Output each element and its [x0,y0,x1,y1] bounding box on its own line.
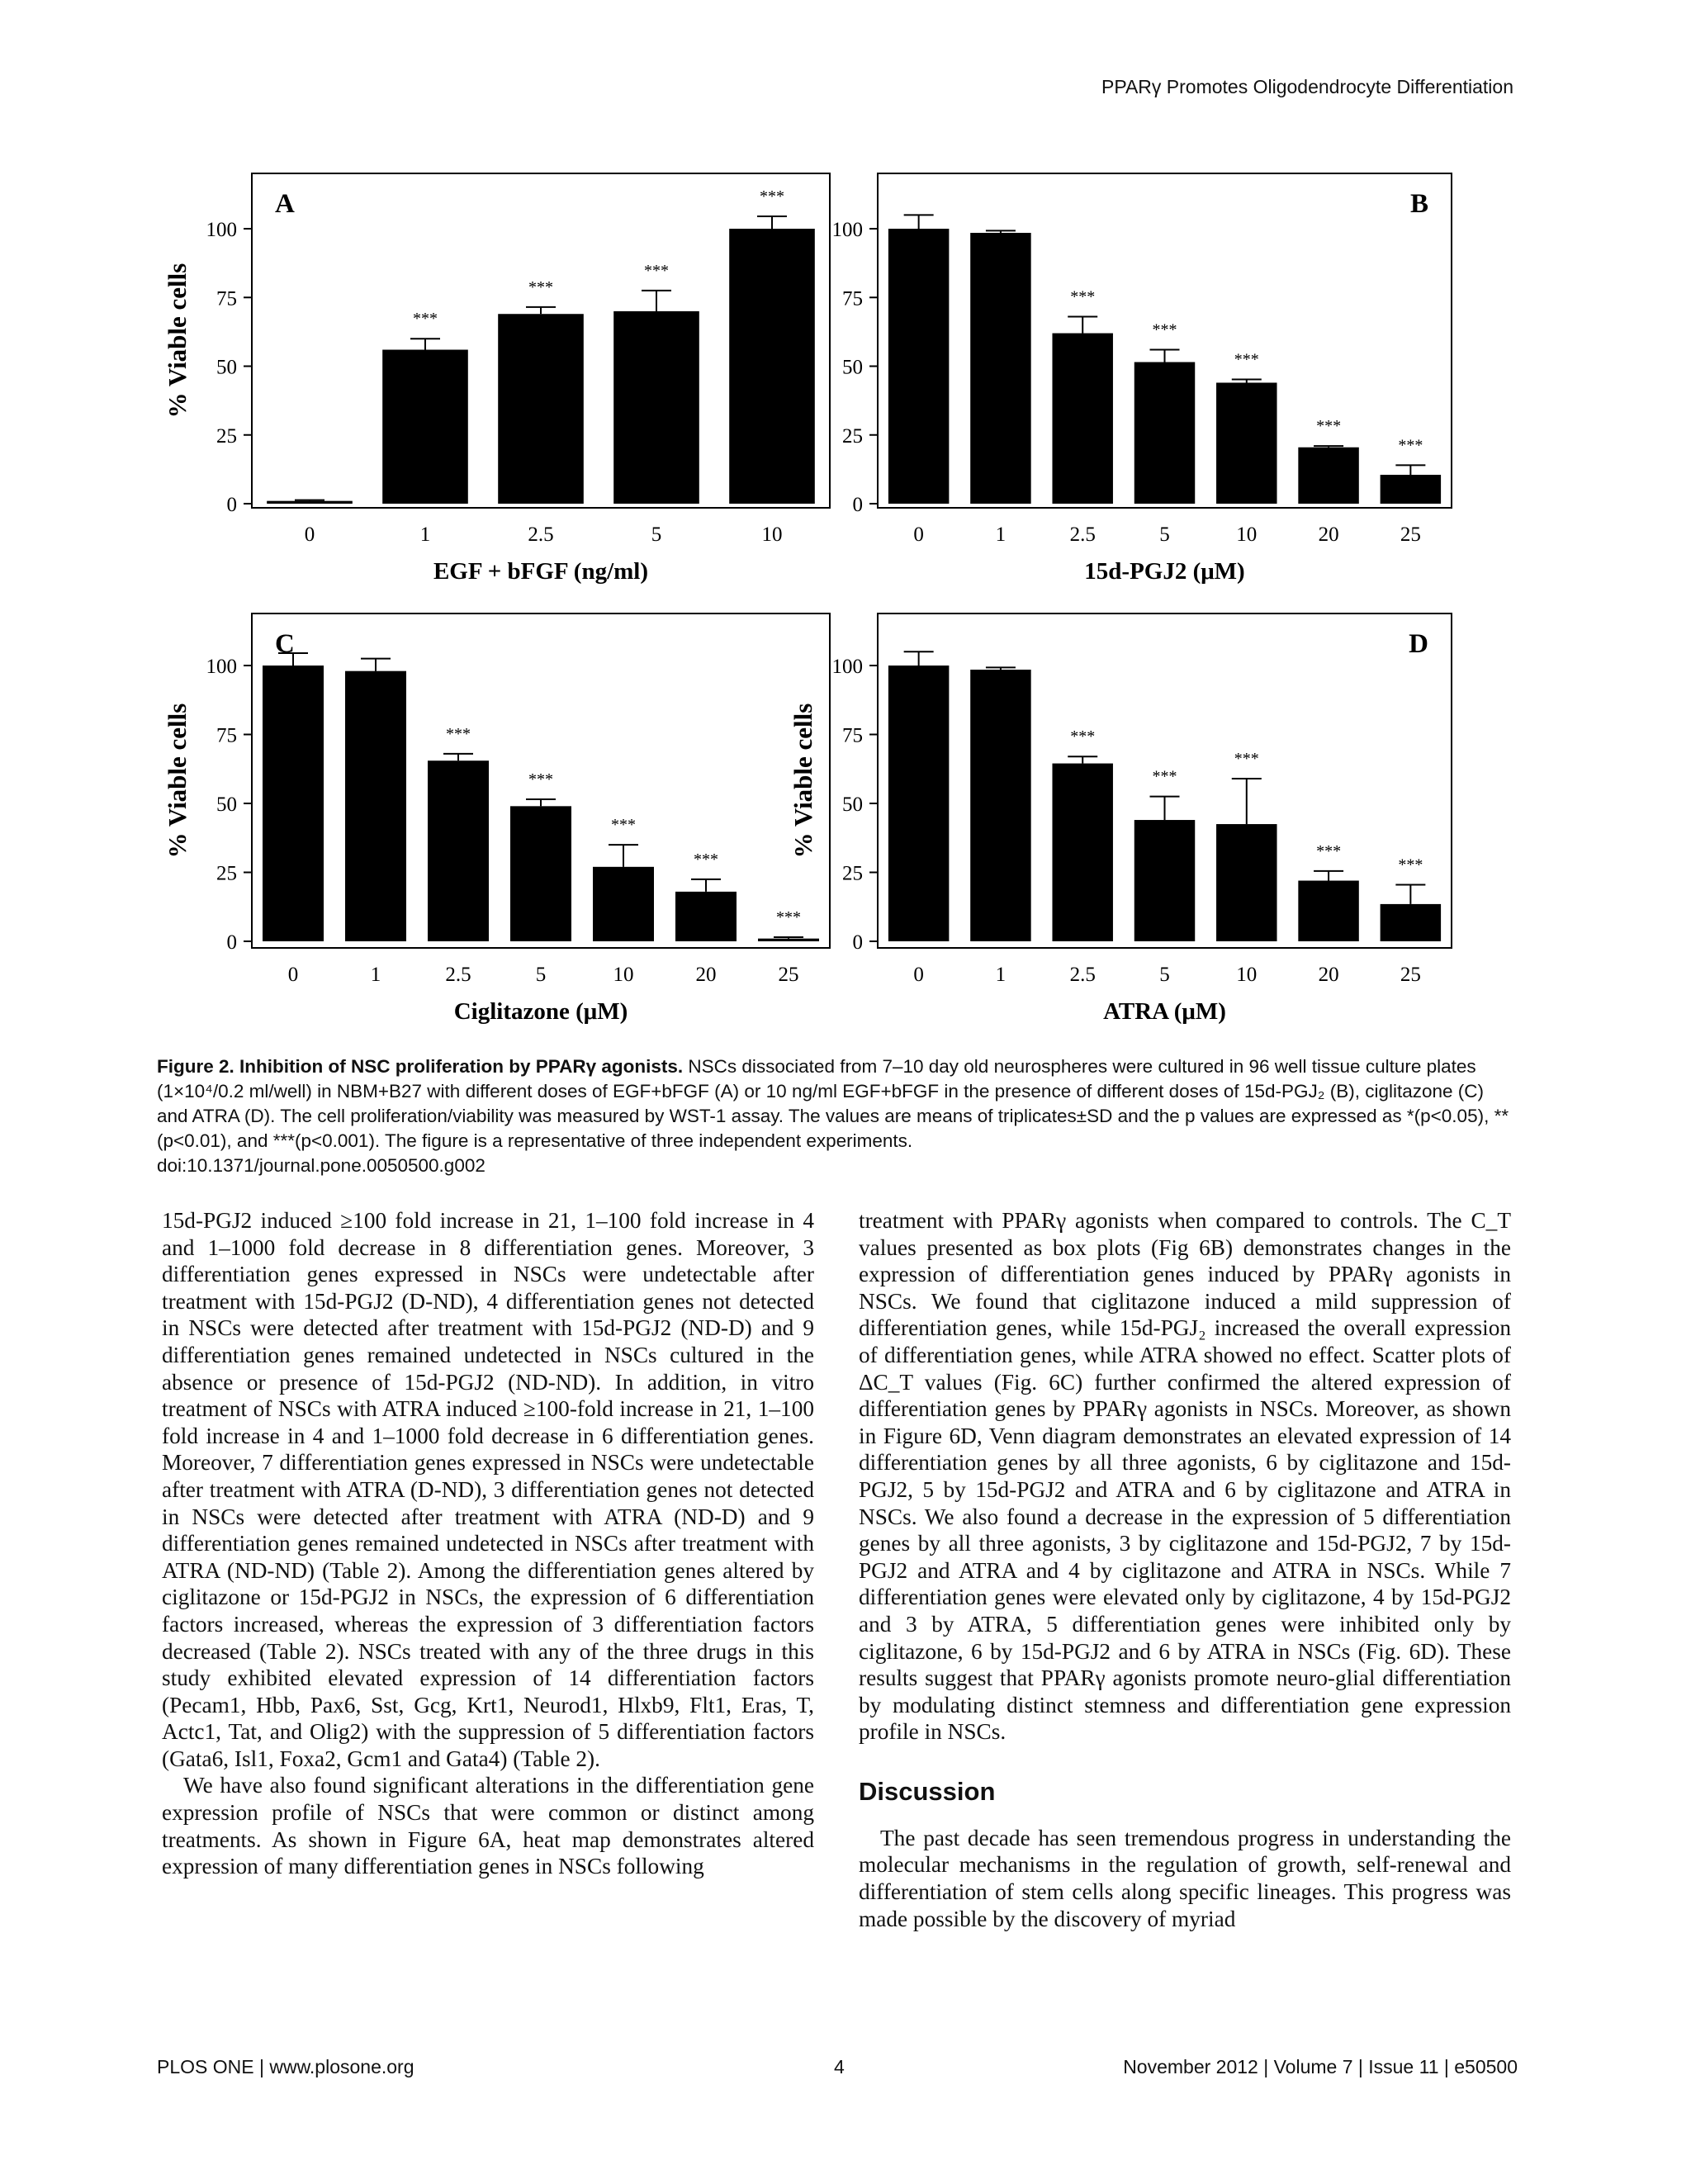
panel-a-bar [613,311,699,504]
panel-b-xtick-label: 0 [913,523,924,546]
panel-a-ytick-label: 75 [216,287,237,310]
left-paragraph-1: 15d-PGJ2 induced ≥100 fold increase in 21, 1–100 fold increase in 4 and 1–1000 fold decrease in 8 differentiation genes. Moreover, 3 differentiation genes expressed in NSCs were undetectable after treatment with 15d-PGJ2 (D-ND), 4 differentiation genes not detected in NSCs were detected after treatment with 15d-PGJ2 (ND-D) and 9 differentiation genes remained undetected in NSCs cultured in the absence or presence of 15d-PGJ2 (ND-ND). In addition, in vitro treatment of NSCs with ATRA induced ≥100-fold increase in 21, 1–100 fold increase in 4 and 1–1000 fold decrease in 6 differentiation genes. Moreover, 7 differentiation genes expressed in NSCs were undetectable after treatment with ATRA (D-ND), 3 differentiation genes not detected in NSCs were detected after treatment with ATRA (ND-D) and 9 differentiation genes remained undetected in NSCs after treatment with ATRA (ND-ND) (Table 2). Among the differentiation genes altered by ciglitazone or 15d-PGJ2 in NSCs, the expression of 6 differentiation factors increased, whereas the expression of 3 differentiation factors decreased (Table 2). NSCs treated with any of the three drugs in this study exhibited elevated expression of 14 differentiation factors (Pecam1, Hbb, Pax6, Sst, Gcg, Krt1, Neurod1, Hlxb9, Flt1, Eras, T, Actc1, Tat, and Olig2) with the suppression of 5 differentiation factors (Gata6, Isl1, Foxa2, Gcm1 and Gata4) (Table 2). [162,1208,814,1771]
panel-b-bar [888,229,949,504]
panel-c-xtick-label: 1 [370,964,381,986]
panel-c-xtick-label: 20 [695,964,717,986]
panel-a-bar [498,314,584,504]
figure-2-charts [0,0,1691,1049]
panel-a-xtick-label: 5 [651,523,662,546]
panel-c-significance: *** [611,816,636,835]
panel-c-ytick-label: 0 [226,931,237,954]
panel-b-significance: *** [1234,350,1259,369]
panel-b-ytick-label: 25 [842,424,863,448]
panel-d-ytick-label: 25 [842,862,863,885]
panel-d-ytick-label: 0 [852,931,863,954]
panel-c-xtick-label: 10 [613,964,634,986]
panel-d-significance: *** [1152,767,1177,786]
panel-b-bar [1216,382,1277,504]
right-column [859,1207,1511,1932]
panel-b-xtick-label: 5 [1159,523,1170,546]
panel-d-bar [1052,764,1112,941]
panel-a-xtick-label: 10 [761,523,783,546]
panel-d-ytick-label: 50 [842,794,863,816]
panel-d-bar [888,666,949,941]
panel-b-xtick-label: 1 [995,523,1007,546]
caption-text: NSCs dissociated from 7–10 day old neurospheres were cultured in 96 well tissue culture plates (1×10⁴/0.2 ml/well) in NBM+B27 with different doses of EGF+bFGF (A) or 10 ng/ml EGF+bFGF in the presence of different doses of 15d-PGJ₂ (B), ciglitazone (C) and ATRA (D). The cell proliferation/viability was measured by WST-1 assay. The values are means of triplicates±SD and the p values are expressed as *(p<0.05), **(p<0.01), and ***(p<0.001). The figure is a representative of three independent experiments. [157,1056,1509,1151]
caption-doi: doi:10.1371/journal.pone.0050500.g002 [157,1155,486,1176]
panel-a-xtick-label: 0 [304,523,315,546]
panel-c-significance: *** [776,907,801,926]
panel-b-letter: B [1409,189,1428,219]
panel-b-xtick-label: 20 [1318,523,1339,546]
panel-a-significance: *** [760,187,784,206]
panel-a-xtick-label: 1 [419,523,431,546]
panel-b-ytick-label: 0 [852,494,863,516]
panel-c-significance: *** [528,770,553,789]
figure-2 [0,0,1691,1049]
panel-a-ytick-label: 0 [226,494,237,516]
panel-a-letter: A [275,189,295,219]
footer-issue: November 2012 | Volume 7 | Issue 11 | e50500 [1123,2056,1518,2077]
panel-b-xlabel: 15d-PGJ2 (μM) [1084,558,1245,585]
panel-c-letter: C [275,629,295,659]
running-header: PPARγ Promotes Oligodendrocyte Differentiation [1101,76,1513,97]
panel-c-significance: *** [446,724,471,743]
panel-c-bar [428,760,489,941]
panel-c-bar [675,892,737,941]
panel-d-letter: D [1409,629,1428,659]
figure-caption [157,1054,1518,1178]
discussion-heading: Discussion [859,1776,996,1806]
panel-b-ytick-label: 50 [842,356,863,379]
panel-d-ylabel: % Viable cells [789,703,817,859]
panel-c-ytick-label: 25 [216,862,237,885]
panel-d-xlabel: ATRA (μM) [1103,998,1226,1025]
panel-a-xtick-label: 2.5 [528,523,554,546]
panel-b-ylabel: % Viable cells [789,263,817,419]
left-paragraph-2: We have also found significant alterations in the differentiation gene expression profile of NSCs that were common or distinct among treatments. As shown in Figure 6A, heat map demonstrates altered expression of many differentiation genes in NSCs following [162,1773,814,1879]
panel-b-bar [1052,334,1112,504]
panel-c-bar [758,939,819,941]
panel-c-xlabel: Ciglitazone (μM) [453,998,628,1025]
panel-d-significance: *** [1398,855,1423,874]
panel-d-bar [1134,820,1195,941]
right-paragraph-1: treatment with PPARγ agonists when compared to controls. The C_T values presented as box plots (Fig 6B) demonstrates changes in the expression of differentiation genes induced by PPARγ agonists in NSCs. We found that ciglitazone induced a mild suppression of differentiation genes, while 15d-PGJ₂ increased the overall expression of differentiation genes, while ATRA showed no effect. Scatter plots of ΔC_T values (Fig. 6C) further confirmed the altered expression of differentiation genes by PPARγ agonists in NSCs. Moreover, as shown in Figure 6D, Venn diagram demonstrates an elevated expression of 14 differentiation genes by all three agonists, 6 by ciglitazone and 15d-PGJ2, 5 by 15d-PGJ2 and ATRA and 6 by ciglitazone and ATRA in NSCs. We also found a decrease in the expression of 5 differentiation genes by all three agonists, 3 by ciglitazone and 15d-PGJ2, 7 by 15d-PGJ2 and ATRA and 4 by ciglitazone and ATRA in NSCs. While 7 differentiation genes were elevated only by ciglitazone, 4 by 15d-PGJ2 and 3 by ATRA, 5 differentiation genes were inhibited only by ciglitazone, 6 by 15d-PGJ2 and 6 by ATRA in NSCs (Fig. 6D). These results suggest that PPARγ agonists promote neuro-glial differentiation by modulating distinct stemness and differentiation gene expression profile in NSCs. [859,1208,1511,1745]
panel-b-bar [1134,362,1195,504]
footer-journal: PLOS ONE | www.plosone.org [157,2056,414,2077]
panel-c-ylabel: % Viable cells [163,703,192,859]
panel-c-bar [263,666,324,941]
panel-b-significance: *** [1316,417,1342,436]
panel-c-bar [510,806,571,941]
panel-a-significance: *** [644,261,669,280]
panel-c-ytick-label: 100 [206,656,237,678]
panel-a-ylabel: % Viable cells [163,263,192,419]
panel-b-significance: *** [1398,436,1423,455]
panel-b-xtick-label: 10 [1236,523,1258,546]
panel-d-xtick-label: 0 [913,964,924,986]
panel-b-bar [970,233,1030,504]
panel-d-significance: *** [1316,841,1342,860]
caption-title: Figure 2. Inhibition of NSC proliferation by PPARγ agonists. [157,1056,684,1077]
panel-a-xlabel: EGF + bFGF (ng/ml) [433,558,649,585]
panel-c-ytick-label: 50 [216,794,237,816]
panel-d-xtick-label: 10 [1236,964,1258,986]
panel-a-significance: *** [413,310,438,329]
panel-b-xtick-label: 25 [1400,523,1421,546]
panel-c-xtick-label: 5 [535,964,547,986]
panel-d-xtick-label: 25 [1400,964,1421,986]
panel-a-bar [382,350,468,504]
panel-a-ytick-label: 50 [216,356,237,379]
panel-c-bar [345,671,406,941]
panel-b-ytick-label: 75 [842,287,863,310]
panel-a-ytick-label: 25 [216,424,237,448]
panel-c-xtick-label: 25 [778,964,799,986]
panel-a-ytick-label: 100 [206,219,237,241]
panel-d-bar [970,670,1030,941]
right-paragraph-2: The past decade has seen tremendous progress in understanding the molecular mechanisms in the regulation of growth, self-renewal and differentiation of stem cells along specific lineages. This progress was made possible by the discovery of myriad [859,1825,1511,1931]
panel-c-bar [593,867,654,941]
panel-d-xtick-label: 1 [995,964,1007,986]
panel-d-bar [1381,904,1441,941]
panel-c-ytick-label: 75 [216,724,237,747]
panel-d-ytick-label: 75 [842,724,863,747]
panel-d-xtick-label: 2.5 [1069,964,1096,986]
footer-page-number: 4 [834,2056,845,2077]
panel-d-ytick-label: 100 [831,656,863,678]
panel-b-bar [1298,448,1358,504]
panel-b-significance: *** [1152,320,1177,339]
panel-d-significance: *** [1234,749,1259,768]
panel-d-bar [1216,824,1277,941]
panel-b-bar [1381,475,1441,504]
panel-c-xtick-label: 0 [287,964,299,986]
panel-a-bar [267,501,353,504]
panel-b-ytick-label: 100 [831,219,863,241]
panel-d-significance: *** [1070,727,1096,746]
panel-c-significance: *** [694,850,718,869]
panel-d-xtick-label: 20 [1318,964,1339,986]
panel-d-bar [1298,881,1358,941]
panel-b-xtick-label: 2.5 [1069,523,1096,546]
panel-a-significance: *** [528,277,553,296]
panel-c-xtick-label: 2.5 [445,964,471,986]
panel-b-significance: *** [1070,287,1096,306]
left-column [162,1207,814,1880]
panel-d-xtick-label: 5 [1159,964,1170,986]
